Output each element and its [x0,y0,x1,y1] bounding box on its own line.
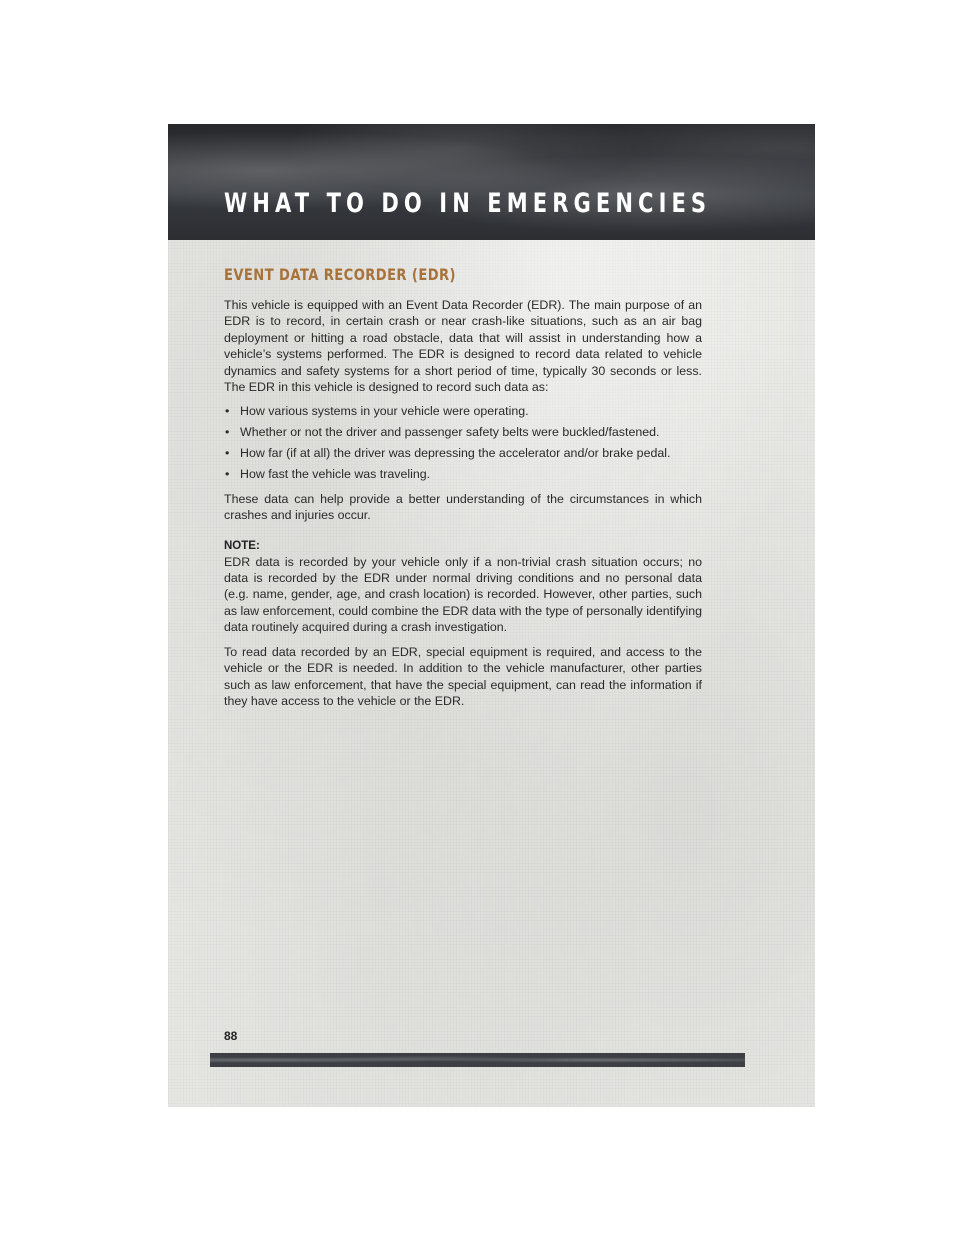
closing-paragraph: To read data recorded by an EDR, special equipment is required, and access to the vehicle or the EDR is needed. In addition to the vehicle manufacturer, other parties such as law enforcement, that have the special equipment, can read the information if they have access to the vehicle or the EDR. [224,644,702,708]
list-item [224,403,702,419]
summary-paragraph: These data can help provide a better understanding of the circumstances in which crashes and injuries occur. [224,491,702,523]
header-band [168,124,815,240]
intro-paragraph: This vehicle is equipped with an Event Data Recorder (EDR). The main purpose of an EDR is to record, in certain crash or near crash-like situations, such as an air bag deployment or hitting a road obstacle, data that will assist in understanding how a vehicle’s systems performed. The EDR is designed to record data related to vehicle dynamics and safety systems for a short period of time, typically 30 seconds or less. The EDR in this vehicle is designed to record such data as: [224,298,702,395]
manual-page [168,124,815,1107]
list-item-text: Whether or not the driver and passenger safety belts were buckled/fastened. [240,425,660,440]
list-item-text: How various systems in your vehicle were operating. [240,404,529,419]
note-label: NOTE: [224,539,260,552]
recorded-data-list [224,403,702,482]
section-title: EVENT DATA RECORDER (EDR) [224,265,456,284]
bullet-marker: • [225,467,230,482]
page-number: 88 [224,1029,238,1043]
footer-band [210,1053,745,1067]
note-paragraph: EDR data is recorded by your vehicle only if a non-trivial crash situation occurs; no data is recorded by the EDR under normal driving conditions and no personal data (e.g. name, gender, age, and crash location) is recorded. However, other parties, such as law enforcement, could combine the EDR data with the type of personally identifying data routinely acquired during a crash investigation. [224,554,702,635]
list-item [224,424,702,440]
bullet-marker: • [225,404,230,419]
list-item-text: How fast the vehicle was traveling. [240,467,431,482]
page-content [224,264,702,717]
bullet-marker: • [225,425,230,440]
bullet-marker: • [225,446,230,461]
list-item [224,445,702,461]
list-item-text: How far (if at all) the driver was depressing the accelerator and/or brake pedal. [240,446,671,461]
chapter-title: WHAT TO DO IN EMERGENCIES [224,188,712,219]
list-item [224,466,702,482]
